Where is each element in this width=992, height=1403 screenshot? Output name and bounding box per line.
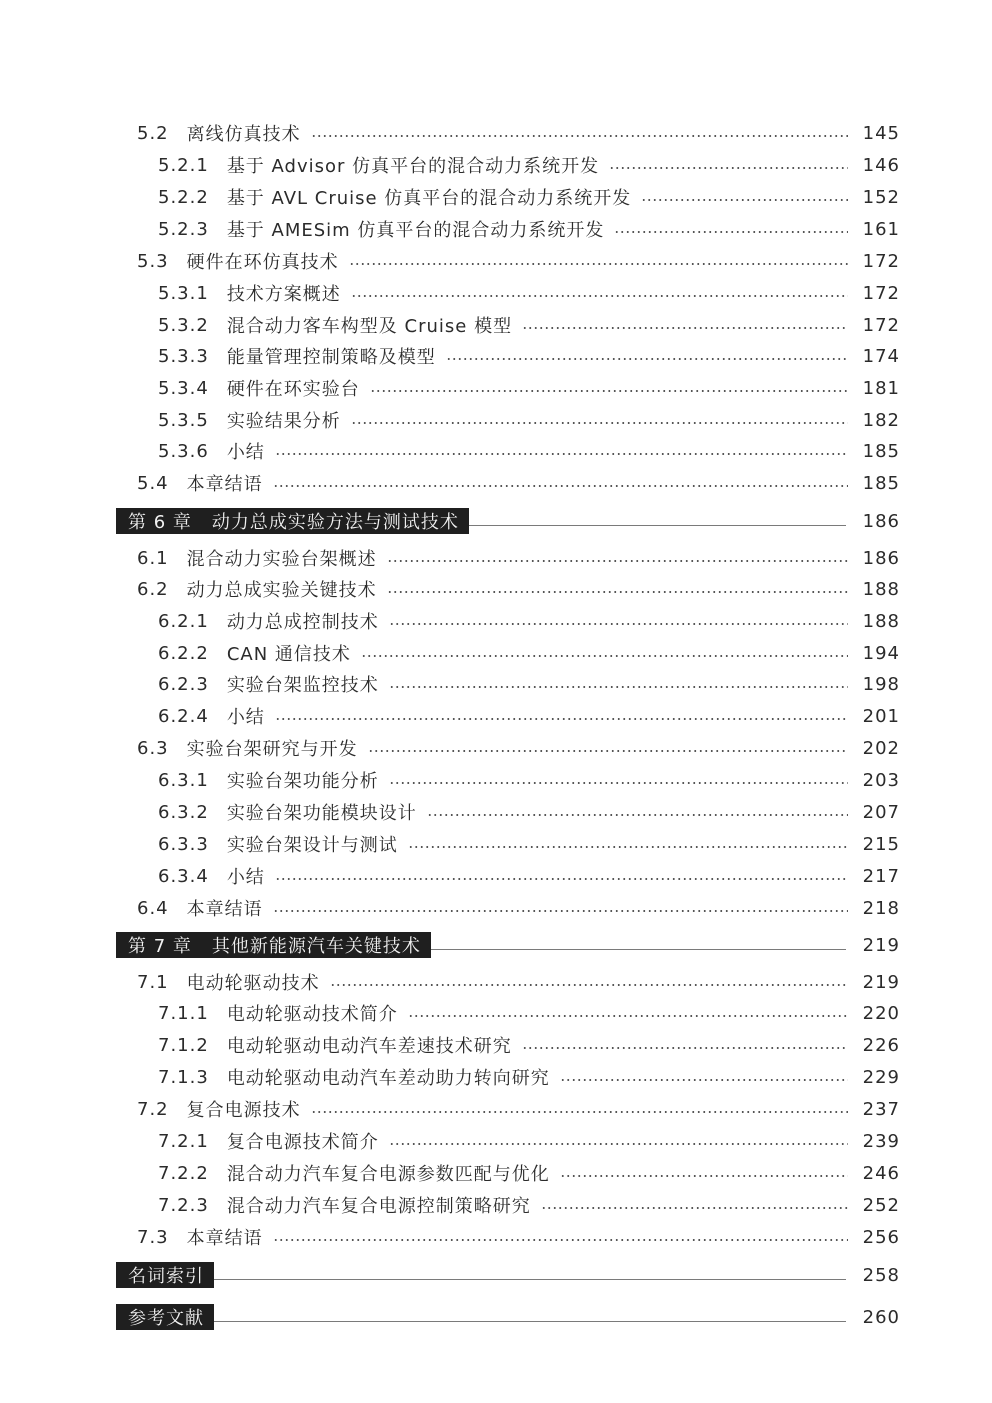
page-number: 202: [862, 737, 900, 759]
toc-subsection-row[interactable]: [158, 1127, 900, 1155]
page-number: 219: [862, 934, 900, 956]
toc-subsection-row[interactable]: [158, 830, 900, 858]
section-number: 7.2.2: [158, 1162, 209, 1184]
section-number: 5.2.2: [158, 186, 209, 208]
page-number: 239: [862, 1130, 900, 1152]
dot-leader: [361, 655, 848, 657]
chapter-title: 参考文献: [128, 1308, 204, 1329]
toc-section-row[interactable]: [137, 1223, 900, 1251]
section-title: 硬件在环仿真技术: [186, 252, 339, 273]
section-title: 电动轮驱动电动汽车差动助力转向研究: [226, 1068, 550, 1089]
section-number: 6.2.2: [158, 642, 209, 664]
section-title: 本章结语: [186, 1228, 263, 1249]
section-number: 5.3.3: [158, 345, 209, 367]
page-number: 198: [862, 673, 900, 695]
section-title: 基于 AMESim 仿真平台的混合动力系统开发: [226, 220, 605, 241]
section-title: 能量管理控制策略及模型: [226, 347, 436, 368]
section-title: 动力总成控制技术: [226, 612, 379, 633]
chapter-leader-rule: [214, 1279, 846, 1280]
page-number: 182: [862, 409, 900, 431]
section-number: 5.2.1: [158, 154, 209, 176]
section-title: 电动轮驱动技术: [186, 973, 320, 994]
section-number: 5.3.2: [158, 314, 209, 336]
page-number: 252: [862, 1194, 900, 1216]
page-number: 181: [862, 377, 900, 399]
dot-leader: [427, 814, 848, 816]
section-number: 6.4: [137, 897, 169, 919]
dot-leader: [389, 686, 848, 688]
page-number: 215: [862, 833, 900, 855]
dot-leader: [389, 782, 848, 784]
page-number: 256: [862, 1226, 900, 1248]
chapter-heading-block: [116, 1304, 214, 1330]
page-number: 152: [862, 186, 900, 208]
dot-leader: [560, 1079, 848, 1081]
section-number: 7.2.1: [158, 1130, 209, 1152]
section-title: 电动轮驱动电动汽车差速技术研究: [226, 1036, 512, 1057]
page-number: 237: [862, 1098, 900, 1120]
section-title: 实验台架功能分析: [226, 771, 379, 792]
page-number: 217: [862, 865, 900, 887]
section-number: 7.1.1: [158, 1002, 209, 1024]
dot-leader: [541, 1207, 848, 1209]
dot-leader: [614, 231, 848, 233]
toc-section-row[interactable]: [137, 575, 900, 603]
section-title: 技术方案概述: [226, 284, 341, 305]
toc-section-row[interactable]: [137, 894, 900, 922]
page-number: 186: [862, 547, 900, 569]
page-number: 174: [862, 345, 900, 367]
dot-leader: [522, 1047, 848, 1049]
chapter-heading-block: [116, 932, 431, 958]
dot-leader: [351, 295, 848, 297]
page-number: 201: [862, 705, 900, 727]
page-number: 203: [862, 769, 900, 791]
section-title: 实验台架研究与开发: [186, 739, 358, 760]
section-number: 5.4: [137, 472, 169, 494]
chapter-number: 第 7 章: [128, 936, 192, 957]
toc-subsection-row[interactable]: [158, 639, 900, 667]
dot-leader: [351, 422, 848, 424]
page-number: 220: [862, 1002, 900, 1024]
section-title: 本章结语: [186, 474, 263, 495]
toc-subsection-row[interactable]: [158, 607, 900, 635]
dot-leader: [408, 1015, 848, 1017]
section-number: 6.1: [137, 547, 169, 569]
toc-subsection-row[interactable]: [158, 151, 900, 179]
toc-section-row[interactable]: [137, 1095, 900, 1123]
dot-leader: [370, 390, 848, 392]
section-number: 6.3: [137, 737, 169, 759]
page-number: 226: [862, 1034, 900, 1056]
chapter-heading-block: [116, 508, 469, 534]
page-number: 172: [862, 250, 900, 272]
section-title: 混合动力客车构型及 Cruise 模型: [226, 316, 513, 337]
toc-subsection-row[interactable]: [158, 862, 900, 890]
dot-leader: [522, 327, 848, 329]
section-title: 离线仿真技术: [186, 124, 301, 145]
toc-section-row[interactable]: [137, 469, 900, 497]
page-number: 246: [862, 1162, 900, 1184]
toc-subsection-row[interactable]: [158, 374, 900, 402]
section-title: 硬件在环实验台: [226, 379, 360, 400]
section-number: 6.3.3: [158, 833, 209, 855]
dot-leader: [330, 984, 848, 986]
toc-subsection-row[interactable]: [158, 311, 900, 339]
section-title: 混合动力汽车复合电源参数匹配与优化: [226, 1164, 550, 1185]
toc-chapter-row[interactable]: [116, 1304, 900, 1330]
page-number: 146: [862, 154, 900, 176]
dot-leader: [275, 718, 848, 720]
dot-leader: [389, 1143, 848, 1145]
page-number: 194: [862, 642, 900, 664]
toc-subsection-row[interactable]: [158, 766, 900, 794]
dot-leader: [408, 846, 848, 848]
section-number: 6.3.4: [158, 865, 209, 887]
section-number: 6.3.2: [158, 801, 209, 823]
toc-section-row[interactable]: [137, 119, 900, 147]
page-number: 185: [862, 440, 900, 462]
page-number: 172: [862, 282, 900, 304]
dot-leader: [311, 1111, 848, 1113]
dot-leader: [387, 591, 848, 593]
dot-leader: [273, 1239, 848, 1241]
page-number: 229: [862, 1066, 900, 1088]
chapter-number: 第 6 章: [128, 512, 192, 533]
section-number: 7.2.3: [158, 1194, 209, 1216]
section-number: 6.2.1: [158, 610, 209, 632]
section-number: 5.3.6: [158, 440, 209, 462]
toc-subsection-row[interactable]: [158, 1159, 900, 1187]
section-number: 5.2: [137, 122, 169, 144]
chapter-title: 名词索引: [128, 1266, 204, 1287]
page-number: 219: [862, 971, 900, 993]
page-number: 218: [862, 897, 900, 919]
section-number: 6.2.3: [158, 673, 209, 695]
chapter-heading-block: [116, 1262, 214, 1288]
dot-leader: [275, 453, 848, 455]
section-title: 实验台架设计与测试: [226, 835, 398, 856]
toc-subsection-row[interactable]: [158, 999, 900, 1027]
dot-leader: [273, 485, 848, 487]
section-title: 电动轮驱动技术简介: [226, 1004, 398, 1025]
dot-leader: [275, 878, 848, 880]
dot-leader: [609, 167, 848, 169]
dot-leader: [446, 358, 848, 360]
page-number: 186: [862, 510, 900, 532]
section-title: 小结: [226, 707, 265, 728]
toc-subsection-row[interactable]: [158, 670, 900, 698]
section-number: 7.1: [137, 971, 169, 993]
page-number: 161: [862, 218, 900, 240]
section-title: 混合动力汽车复合电源控制策略研究: [226, 1196, 531, 1217]
section-title: 实验结果分析: [226, 411, 341, 432]
toc-subsection-row[interactable]: [158, 702, 900, 730]
section-number: 6.2: [137, 578, 169, 600]
page-number: 188: [862, 578, 900, 600]
dot-leader: [349, 263, 848, 265]
chapter-leader-rule: [469, 525, 846, 526]
section-number: 7.1.2: [158, 1034, 209, 1056]
dot-leader: [389, 623, 848, 625]
section-number: 7.1.3: [158, 1066, 209, 1088]
chapter-title: 动力总成实验方法与测试技术: [211, 512, 459, 533]
dot-leader: [311, 135, 848, 137]
section-title: 实验台架监控技术: [226, 675, 379, 696]
section-number: 5.3.1: [158, 282, 209, 304]
toc-subsection-row[interactable]: [158, 183, 900, 211]
page-number: 172: [862, 314, 900, 336]
section-number: 5.2.3: [158, 218, 209, 240]
toc-subsection-row[interactable]: [158, 342, 900, 370]
page-number: 188: [862, 610, 900, 632]
dot-leader: [560, 1175, 848, 1177]
section-number: 5.3.5: [158, 409, 209, 431]
toc-section-row[interactable]: [137, 544, 900, 572]
toc-subsection-row[interactable]: [158, 798, 900, 826]
toc-section-row[interactable]: [137, 734, 900, 762]
chapter-title: 其他新能源汽车关键技术: [211, 936, 421, 957]
dot-leader: [368, 750, 848, 752]
toc-section-row[interactable]: [137, 247, 900, 275]
section-title: CAN 通信技术: [226, 644, 351, 665]
toc-subsection-row[interactable]: [158, 1191, 900, 1219]
section-title: 复合电源技术: [186, 1100, 301, 1121]
section-title: 小结: [226, 442, 265, 463]
dot-leader: [641, 199, 848, 201]
section-title: 复合电源技术简介: [226, 1132, 379, 1153]
dot-leader: [387, 560, 848, 562]
toc-subsection-row[interactable]: [158, 279, 900, 307]
chapter-leader-rule: [431, 949, 846, 950]
toc-chapter-row[interactable]: [116, 508, 900, 534]
section-number: 5.3: [137, 250, 169, 272]
section-title: 基于 AVL Cruise 仿真平台的混合动力系统开发: [226, 188, 632, 209]
toc-chapter-row[interactable]: [116, 1262, 900, 1288]
toc-chapter-row[interactable]: [116, 932, 900, 958]
toc-subsection-row[interactable]: [158, 437, 900, 465]
section-number: 7.3: [137, 1226, 169, 1248]
section-number: 6.2.4: [158, 705, 209, 727]
page-number: 260: [862, 1306, 900, 1328]
toc-subsection-row[interactable]: [158, 406, 900, 434]
toc-subsection-row[interactable]: [158, 1031, 900, 1059]
page-number: 207: [862, 801, 900, 823]
chapter-leader-rule: [214, 1321, 846, 1322]
toc-subsection-row[interactable]: [158, 1063, 900, 1091]
section-title: 小结: [226, 867, 265, 888]
page-number: 185: [862, 472, 900, 494]
section-number: 5.3.4: [158, 377, 209, 399]
dot-leader: [273, 910, 848, 912]
section-number: 6.3.1: [158, 769, 209, 791]
toc-section-row[interactable]: [137, 968, 900, 996]
toc-subsection-row[interactable]: [158, 215, 900, 243]
section-number: 7.2: [137, 1098, 169, 1120]
page-number: 258: [862, 1264, 900, 1286]
page-number: 145: [862, 122, 900, 144]
section-title: 实验台架功能模块设计: [226, 803, 417, 824]
section-title: 混合动力实验台架概述: [186, 549, 377, 570]
section-title: 本章结语: [186, 899, 263, 920]
section-title: 动力总成实验关键技术: [186, 580, 377, 601]
section-title: 基于 Advisor 仿真平台的混合动力系统开发: [226, 156, 600, 177]
